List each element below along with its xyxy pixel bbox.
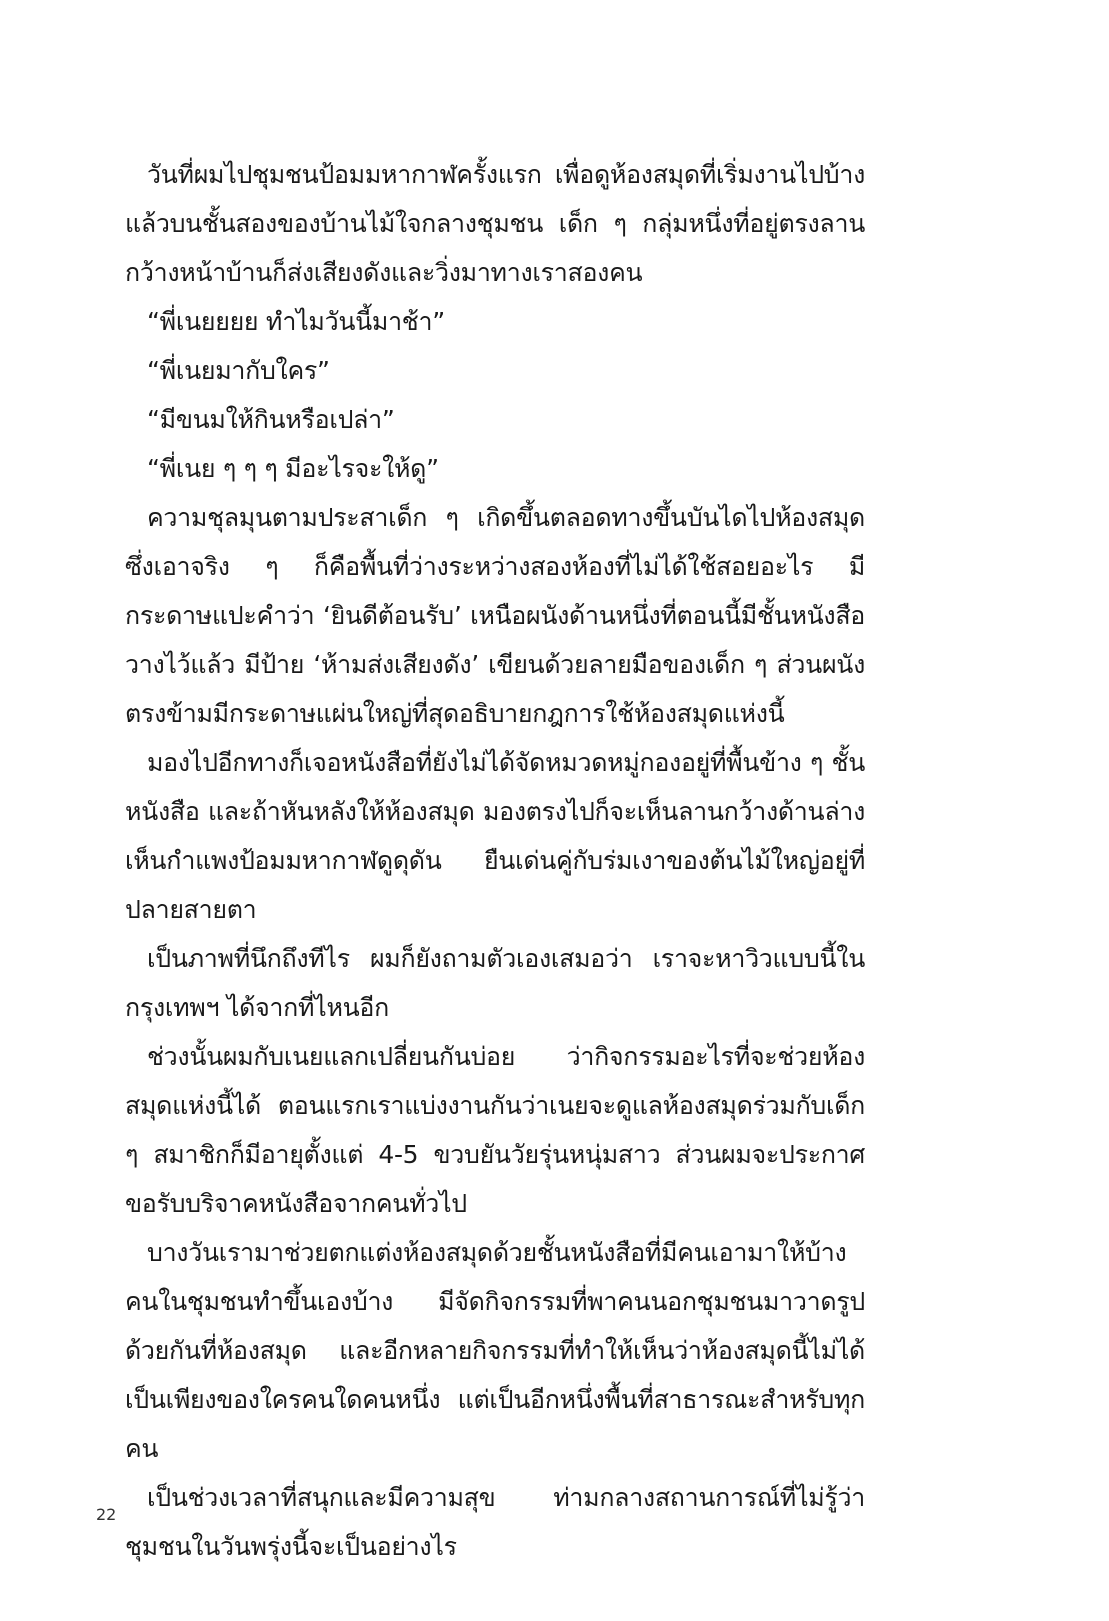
paragraph: มองไปอีกทางก็เจอหนังสือที่ยังไม่ได้จัดหมวดหมู่กองอยู่ที่พื้นข้าง ๆ ชั้นหนังสือ และถ้าหันหลังให้ห้องสมุด มองตรงไปก็จะเห็นลานกว้างด้านล่าง เห็นกำแพงป้อมมหากาฬดูดุดัน ยืนเด่นคู่กับร่มเงาของต้นไม้ใหญ่อยู่ที่ปลายสายตา	[125, 748, 865, 924]
body-text	[125, 150, 865, 1571]
dialogue-line: “พี่เนย ๆ ๆ ๆ มีอะไรจะให้ดู”	[147, 454, 439, 483]
paragraph: บางวันเรามาช่วยตกแต่งห้องสมุดด้วยชั้นหนังสือที่มีคนเอามาให้บ้าง คนในชุมชนทำขึ้นเองบ้าง มีจัดกิจกรรมที่พาคนนอกชุมชนมาวาดรูปด้วยกันที่ห้องสมุด และอีกหลายกิจกรรมที่ทำให้เห็นว่าห้องสมุดนี้ไม่ได้เป็นเพียงของใครคนใดคนหนึ่ง แต่เป็นอีกหนึ่งพื้นที่สาธารณะสำหรับทุกคน	[125, 1238, 865, 1463]
page-number: 22	[96, 1505, 117, 1524]
paragraph: ความชุลมุนตามประสาเด็ก ๆ เกิดขึ้นตลอดทางขึ้นบันไดไปห้องสมุด ซึ่งเอาจริง ๆ ก็คือพื้นที่ว่างระหว่างสองห้องที่ไม่ได้ใช้สอยอะไร มีกระดาษแปะคำว่า ‘ยินดีต้อนรับ’ เหนือผนังด้านหนึ่งที่ตอนนี้มีชั้นหนังสือวางไว้แล้ว มีป้าย ‘ห้ามส่งเสียงดัง’ เขียนด้วยลายมือของเด็ก ๆ ส่วนผนังตรงข้ามมีกระดาษแผ่นใหญ่ที่สุดอธิบายกฎการใช้ห้องสมุดแห่งนี้	[125, 503, 865, 728]
paragraph: เป็นภาพที่นึกถึงทีไร ผมก็ยังถามตัวเองเสมอว่า เราจะหาวิวแบบนี้ในกรุงเทพฯ ได้จากที่ไหนอีก	[125, 944, 865, 1022]
dialogue-line: “มีขนมให้กินหรือเปล่า”	[147, 405, 395, 434]
dialogue-line: “พี่เนยยยย ทำไมวันนี้มาช้า”	[147, 307, 445, 336]
dialogue-line: “พี่เนยมากับใคร”	[147, 356, 330, 385]
paragraph-closing: เป็นช่วงเวลาที่สนุกและมีความสุข ท่ามกลางสถานการณ์ที่ไม่รู้ว่าชุมชนในวันพรุ่งนี้จะเป็นอย่างไร	[125, 1483, 865, 1561]
paragraph: ช่วงนั้นผมกับเนยแลกเปลี่ยนกันบ่อย ว่ากิจกรรมอะไรที่จะช่วยห้องสมุดแห่งนี้ได้ ตอนแรกเราแบ่งงานกันว่าเนยจะดูแลห้องสมุดร่วมกับเด็ก ๆ สมาชิกก็มีอายุตั้งแต่ 4-5 ขวบยันวัยรุ่นหนุ่มสาว ส่วนผมจะประกาศขอรับบริจาคหนังสือจากคนทั่วไป	[125, 1042, 865, 1218]
paragraph-intro: วันที่ผมไปชุมชนป้อมมหากาฬครั้งแรก เพื่อดูห้องสมุดที่เริ่มงานไปบ้าง แล้วบนชั้นสองของบ้านไม้ใจกลางชุมชน เด็ก ๆ กลุ่มหนึ่งที่อยู่ตรงลานกว้างหน้าบ้านก็ส่งเสียงดังและวิ่งมาทางเราสองคน	[125, 160, 865, 287]
